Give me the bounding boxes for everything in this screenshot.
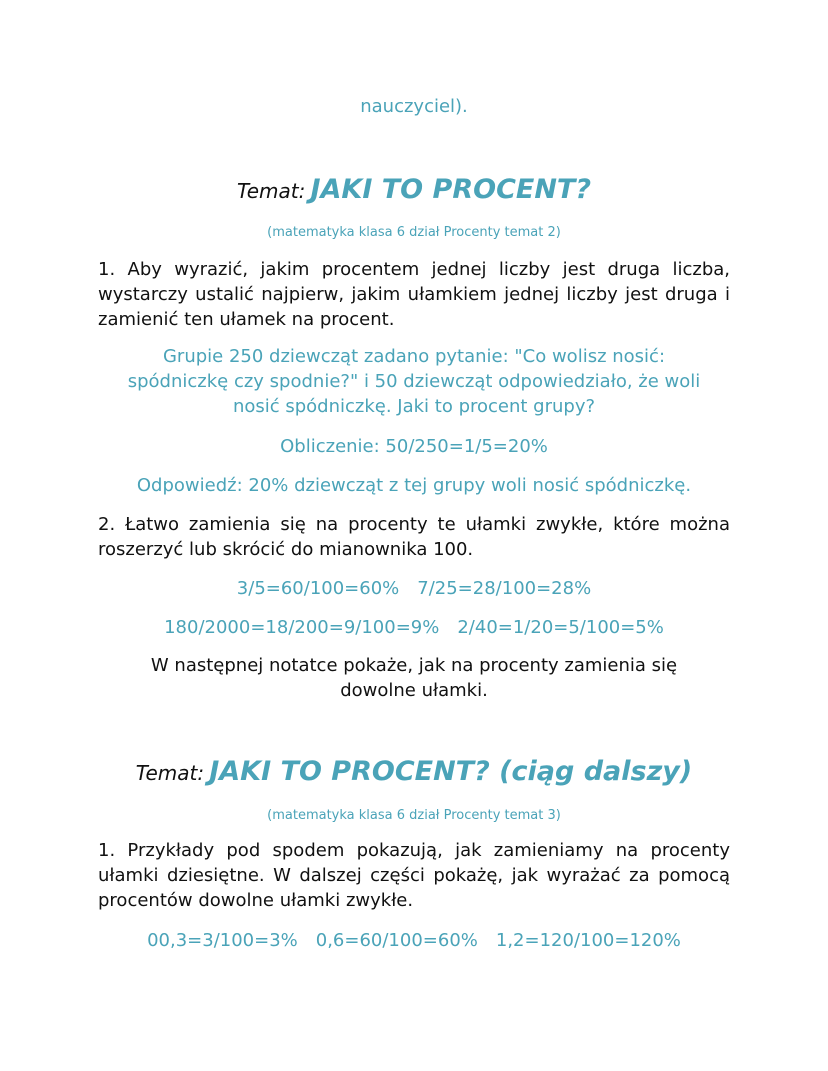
topic-1-label: Temat: xyxy=(236,179,306,203)
topic-1-point-2: 2. Łatwo zamienia się na procenty te ułamki zwykłe, które można roszerzyć lub skrócić do mianownika 100. xyxy=(98,514,730,560)
topic-2-heading xyxy=(98,756,730,787)
topic-1-examples-row-2 xyxy=(98,615,730,640)
topic-2-subtitle: (matematyka klasa 6 dział Procenty temat 3) xyxy=(267,808,561,823)
example-decimal: 00,3=3/100=3% xyxy=(147,930,298,951)
topic-1-subtitle: (matematyka klasa 6 dział Procenty temat 2) xyxy=(267,225,561,240)
example-fraction: 2/40=1/20=5/100=5% xyxy=(457,617,664,638)
topic-1-example: Grupie 250 dziewcząt zadano pytanie: "Co wolisz nosić: spódniczkę czy spodnie?" i 50 dziewcząt odpowiedziało, że woli nosić spódniczkę. Jaki to procent grupy? xyxy=(127,346,701,417)
topic-2-point-1: 1. Przykłady pod spodem pokazują, jak zamieniamy na procenty ułamki dziesiętne. W dalszej części pokażę, jak wyrażać za pomocą procentów dowolne ułamki zwykłe. xyxy=(98,840,730,911)
topic-1-examples-row-1 xyxy=(98,576,730,601)
example-decimal: 0,6=60/100=60% xyxy=(315,930,478,951)
topic-2-title: JAKI TO PROCENT? (ciąg dalszy) xyxy=(209,756,693,787)
topic-1-answer: Odpowiedź: 20% dziewcząt z tej grupy woli nosić spódniczkę. xyxy=(136,475,692,496)
example-fraction: 7/25=28/100=28% xyxy=(417,578,592,599)
topic-1-calculation: Obliczenie: 50/250=1/5=20% xyxy=(280,436,548,457)
example-decimal: 1,2=120/100=120% xyxy=(495,930,681,951)
topic-1-heading xyxy=(98,174,730,205)
text-fragment: nauczyciel). xyxy=(360,96,468,117)
example-fraction: 180/2000=18/200=9/100=9% xyxy=(164,617,440,638)
topic-2-examples-row xyxy=(98,928,730,953)
topic-1-note: W następnej notatce pokaże, jak na procenty zamienia się dowolne ułamki. xyxy=(150,655,678,701)
example-fraction: 3/5=60/100=60% xyxy=(236,578,400,599)
topic-2-label: Temat: xyxy=(135,761,205,785)
topic-1-title: JAKI TO PROCENT? xyxy=(310,174,591,205)
topic-1-point-1: 1. Aby wyrazić, jakim procentem jednej liczby jest druga liczba, wystarczy ustalić najpierw, jakim ułamkiem jednej liczby jest druga i zamienić ten ułamek na procent. xyxy=(98,259,730,330)
